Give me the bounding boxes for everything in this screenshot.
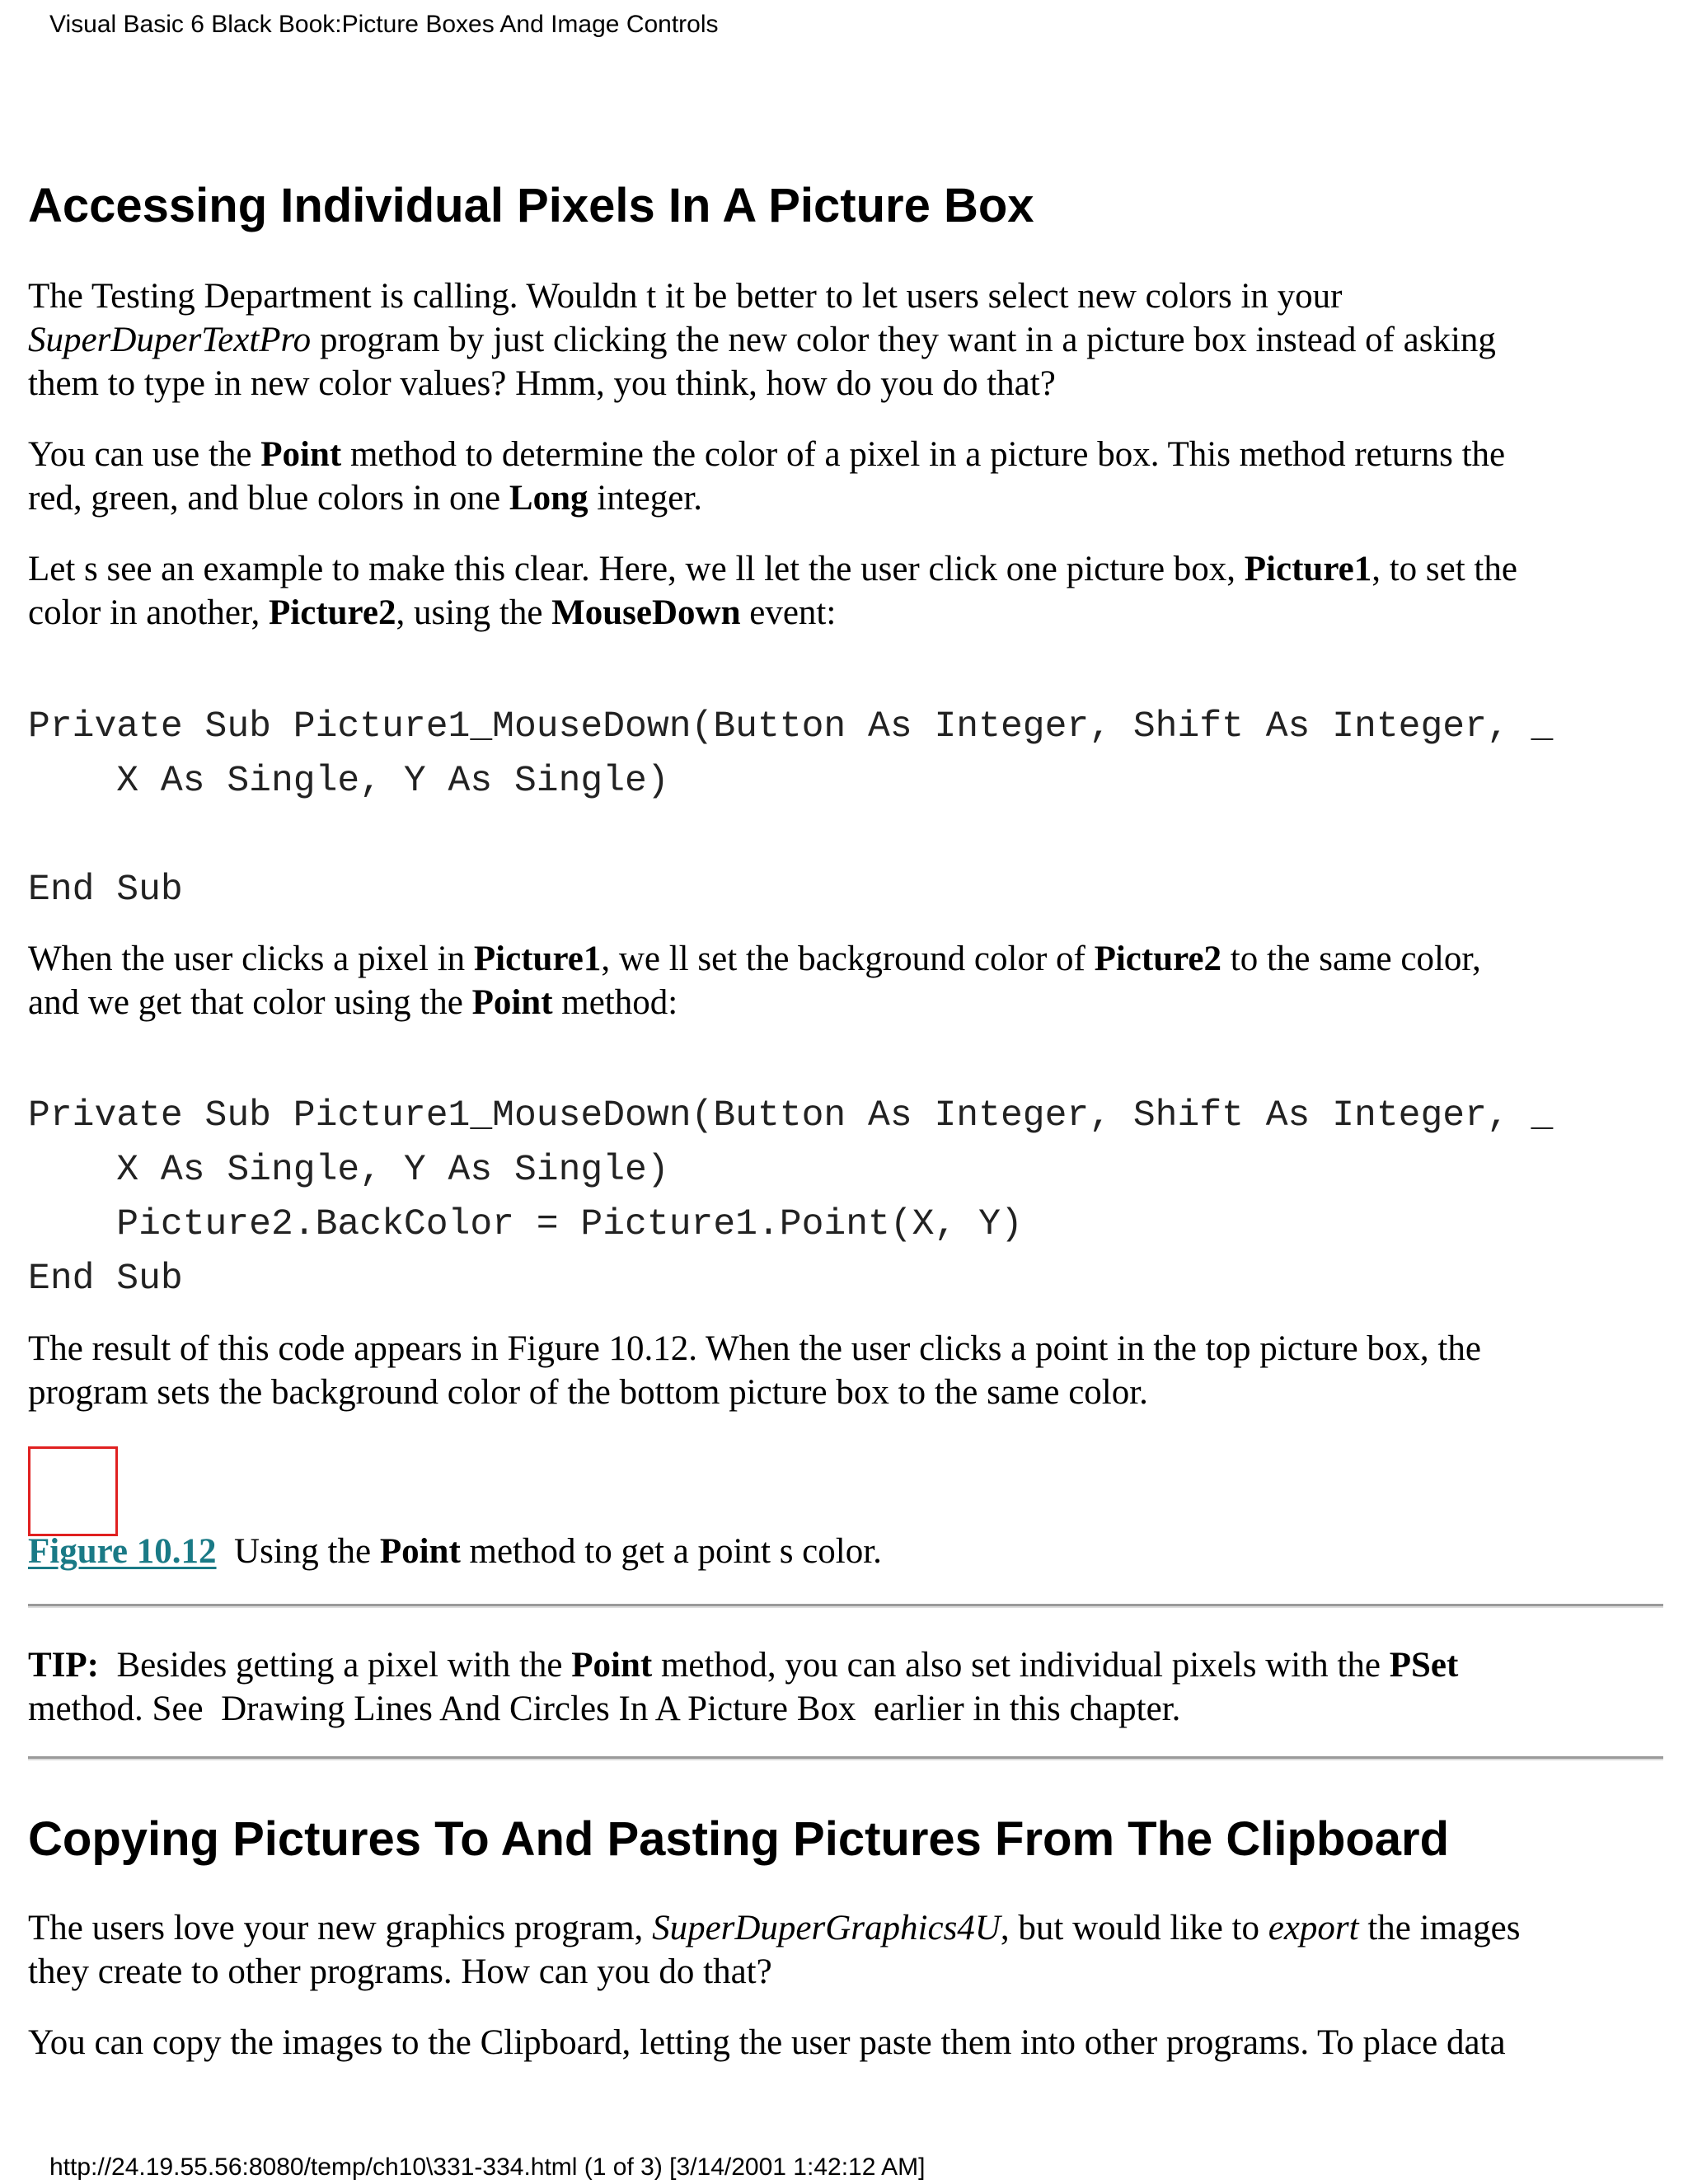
paragraph-line: You can copy the images to the Clipboard, letting the user paste them into other programs. To place data [28,2023,1506,2062]
keyword-point: Point [471,983,553,1022]
paragraph-line [28,433,1668,476]
section-heading-pixels: Accessing Individual Pixels In A Picture Box [28,179,1034,232]
keyword-long: Long [509,479,588,518]
paragraph-line [28,591,1668,635]
text-run: The users love your new graphics program, [28,1909,653,1947]
code-block-empty-handler: Private Sub Picture1_MouseDown(Button As Integer, Shift As Integer, _ X As Single, Y As Single) End Sub [28,706,1554,911]
paragraph-clipboard-copy [28,2021,1668,2064]
text-run: , to set the [1372,550,1517,588]
document-footer: http://24.19.55.56:8080/temp/ch10\331-334.html (1 of 3) [3/14/2001 1:42:12 AM] [49,2154,926,2181]
program-name: SuperDuperTextPro [28,321,312,359]
text-run: red, green, and blue colors in one [28,479,509,518]
keyword-pset: PSet [1389,1646,1459,1685]
divider [28,1604,1663,1608]
emphasis-export: export [1268,1909,1359,1947]
text-run: When the user clicks a pixel in [28,940,474,978]
text-run: Besides getting a pixel with the [99,1646,572,1685]
text-run: method: [552,983,678,1022]
text-run: to the same color, [1221,940,1481,978]
paragraph-line [28,1906,1668,1950]
text-run: , but would like to [1000,1909,1268,1947]
text-run: event: [740,593,837,632]
figure-image-placeholder[interactable] [28,1446,118,1536]
paragraph-line: method. See Drawing Lines And Circles In A Picture Box earlier in this chapter. [28,1690,1181,1728]
paragraph-intro [28,274,1668,405]
document-header: Visual Basic 6 Black Book:Picture Boxes And Image Controls [49,11,719,38]
code-block-point-handler: Private Sub Picture1_MouseDown(Button As Integer, Shift As Integer, _ X As Single, Y As Single) Picture2.BackColor = Picture1.Point(X, Y) End Sub [28,1095,1554,1300]
text-run: method, you can also set individual pixels with the [652,1646,1390,1685]
figure-caption [28,1530,1668,1573]
paragraph-line [28,318,1668,362]
paragraph-example [28,547,1668,635]
text-run: and we get that color using the [28,983,472,1022]
paragraph-line: them to type in new color values? Hmm, you think, how do you do that? [28,364,1056,403]
keyword-point: Point [260,435,342,474]
divider [28,1756,1663,1760]
text-run: Using the [216,1532,380,1571]
text-run: method to determine the color of a pixel in a picture box. This method returns the [341,435,1506,474]
paragraph-line: program sets the background color of the bottom picture box to the same color. [28,1373,1148,1412]
text-run: method to get a point s color. [460,1532,882,1571]
text-run: Let s see an example to make this clear. Here, we ll let the user click one picture box, [28,550,1245,588]
paragraph-point-usage [28,937,1668,1024]
text-run: the images [1358,1909,1521,1947]
keyword-point: Point [379,1532,461,1571]
keyword-mousedown: MouseDown [551,593,741,632]
figure-link[interactable]: Figure 10.12 [28,1532,217,1571]
paragraph-line [28,937,1668,981]
paragraph-line: The result of this code appears in Figure 10.12. When the user clicks a point in the top picture box, the [28,1329,1481,1368]
keyword-picture2: Picture2 [1094,940,1222,978]
paragraph-line [28,547,1668,591]
text-run: color in another, [28,593,270,632]
paragraph-line [28,476,1668,520]
text-run: program by just clicking the new color they want in a picture box instead of asking [311,321,1496,359]
paragraph-line [28,1643,1668,1687]
keyword-picture2: Picture2 [269,593,396,632]
keyword-picture1: Picture1 [1244,550,1372,588]
tip-box [28,1643,1668,1731]
text-run: , we ll set the background color of [601,940,1095,978]
paragraph-line [28,1530,1668,1573]
keyword-point: Point [571,1646,653,1685]
paragraph-line: they create to other programs. How can you do that? [28,1952,772,1991]
text-run: You can use the [28,435,261,474]
paragraph-point-method [28,433,1668,520]
paragraph-line [28,981,1668,1024]
keyword-picture1: Picture1 [473,940,602,978]
paragraph-clipboard-intro [28,1906,1668,1994]
paragraph-result [28,1327,1668,1414]
text-run: integer. [588,479,703,518]
section-heading-clipboard: Copying Pictures To And Pasting Pictures From The Clipboard [28,1812,1450,1866]
text-run: , using the [396,593,552,632]
tip-label: TIP: [28,1646,99,1685]
paragraph-line: The Testing Department is calling. Wouldn t it be better to let users select new colors in your [28,277,1343,316]
program-name: SuperDuperGraphics4U [652,1909,1001,1947]
